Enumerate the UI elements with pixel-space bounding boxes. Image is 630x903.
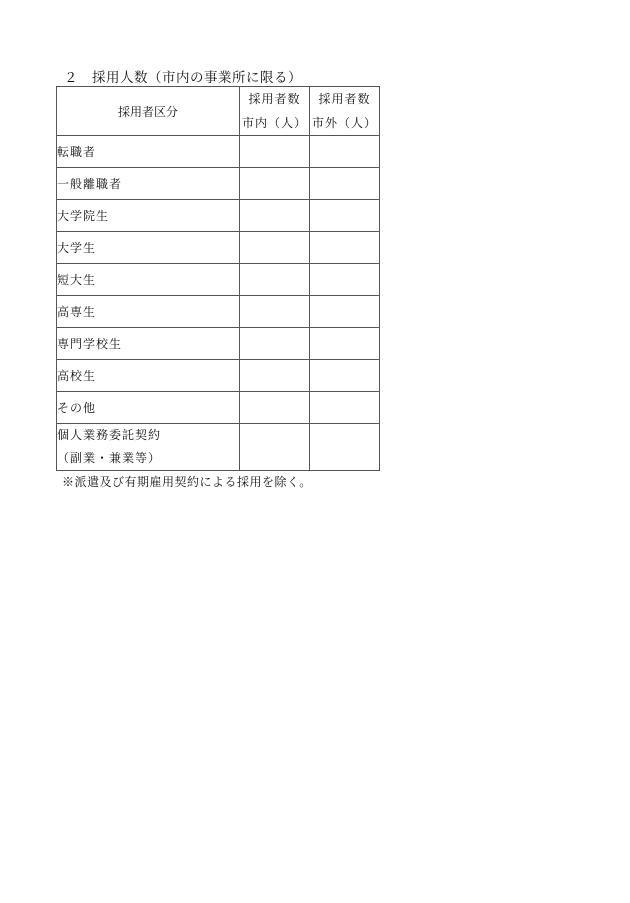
- count-inside-cell[interactable]: [240, 424, 310, 471]
- count-inside-cell[interactable]: [240, 296, 310, 328]
- footnote: ※派遣及び有期雇用契約による採用を除く。: [62, 475, 312, 489]
- row-label-line1: 個人業務委託契約: [57, 428, 162, 442]
- table-row: [57, 360, 380, 392]
- hiring-count-table: [56, 86, 380, 471]
- count-outside-cell[interactable]: [310, 168, 380, 200]
- count-outside-cell[interactable]: [310, 392, 380, 424]
- table-row: [57, 264, 380, 296]
- row-label-contract: [57, 424, 240, 471]
- count-inside-cell[interactable]: [240, 232, 310, 264]
- table-header-row: [57, 87, 380, 136]
- table-row: [57, 328, 380, 360]
- section-number: ２: [64, 70, 78, 86]
- count-outside-cell[interactable]: [310, 424, 380, 471]
- count-outside-cell[interactable]: [310, 136, 380, 168]
- table-row: [57, 200, 380, 232]
- table-row: [57, 136, 380, 168]
- header-count-inside-line2: 市内（人）: [241, 116, 307, 130]
- header-category: 採用者区分: [57, 87, 240, 136]
- count-inside-cell[interactable]: [240, 200, 310, 232]
- row-label: 専門学校生: [57, 328, 240, 360]
- row-label-line2: （副業・兼業等）: [57, 451, 162, 465]
- row-label: その他: [57, 392, 240, 424]
- row-label: 大学院生: [57, 200, 240, 232]
- table-row: [57, 296, 380, 328]
- table-row: [57, 168, 380, 200]
- row-label: 短大生: [57, 264, 240, 296]
- header-count-inside-city: [240, 87, 310, 136]
- header-count-outside-line2: 市外（人）: [311, 116, 377, 130]
- count-inside-cell[interactable]: [240, 264, 310, 296]
- table-row-contract: [57, 424, 380, 471]
- row-label: 高校生: [57, 360, 240, 392]
- row-label: 一般離職者: [57, 168, 240, 200]
- section-heading: [64, 66, 302, 86]
- header-count-inside-line1: 採用者数: [248, 92, 301, 106]
- count-outside-cell[interactable]: [310, 232, 380, 264]
- count-outside-cell[interactable]: [310, 328, 380, 360]
- row-label: 転職者: [57, 136, 240, 168]
- count-outside-cell[interactable]: [310, 360, 380, 392]
- table-row: [57, 232, 380, 264]
- row-label: 大学生: [57, 232, 240, 264]
- count-outside-cell[interactable]: [310, 296, 380, 328]
- section-title: 採用人数（市内の事業所に限る）: [92, 70, 302, 86]
- count-inside-cell[interactable]: [240, 392, 310, 424]
- header-count-outside-city: [310, 87, 380, 136]
- header-count-outside-line1: 採用者数: [318, 92, 371, 106]
- count-inside-cell[interactable]: [240, 360, 310, 392]
- count-inside-cell[interactable]: [240, 136, 310, 168]
- count-outside-cell[interactable]: [310, 264, 380, 296]
- table-row: [57, 392, 380, 424]
- count-inside-cell[interactable]: [240, 168, 310, 200]
- count-inside-cell[interactable]: [240, 328, 310, 360]
- row-label: 高専生: [57, 296, 240, 328]
- count-outside-cell[interactable]: [310, 200, 380, 232]
